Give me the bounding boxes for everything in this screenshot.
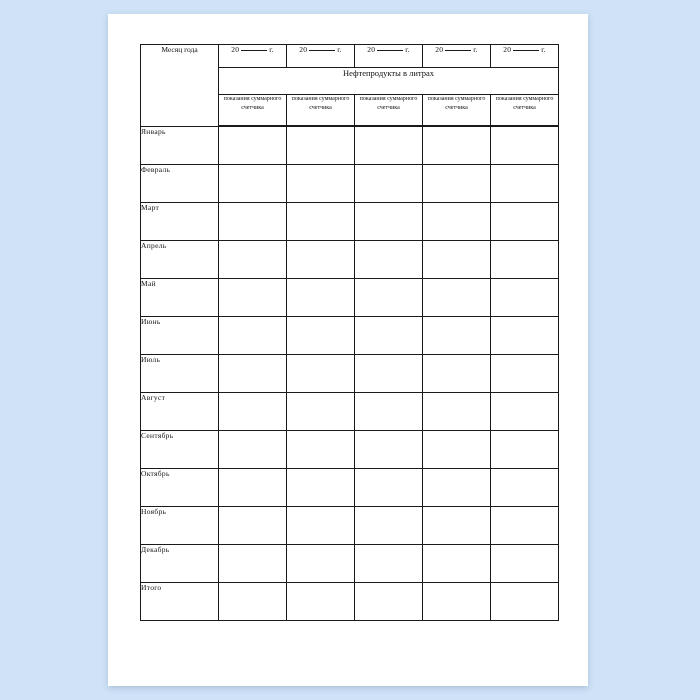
total-cell[interactable] (287, 583, 355, 621)
data-cell[interactable] (423, 279, 491, 317)
data-cell[interactable] (423, 469, 491, 507)
table-row (141, 203, 559, 241)
year-column-2[interactable] (287, 45, 355, 68)
month-label: Январь (141, 126, 219, 165)
data-cell[interactable] (287, 545, 355, 583)
year-column-4[interactable] (423, 45, 491, 68)
year-blank-line[interactable] (377, 50, 403, 51)
year-column-5[interactable] (491, 45, 559, 68)
total-cell[interactable] (355, 583, 423, 621)
data-cell[interactable] (355, 545, 423, 583)
data-cell[interactable] (219, 241, 287, 279)
year-prefix: 20 (435, 45, 444, 54)
data-cell[interactable] (491, 165, 559, 203)
data-cell[interactable] (423, 165, 491, 203)
data-cell[interactable] (355, 165, 423, 203)
data-cell[interactable] (287, 507, 355, 545)
table-row (141, 165, 559, 203)
month-label: Август (141, 393, 219, 431)
data-cell[interactable] (355, 355, 423, 393)
group-header: Нефтепродукты в литрах (219, 68, 559, 95)
year-header-row (141, 45, 559, 68)
data-cell[interactable] (423, 203, 491, 241)
subheader-3: показания суммарного счетчика (355, 95, 423, 127)
data-cell[interactable] (219, 126, 287, 165)
data-cell[interactable] (287, 126, 355, 165)
table-row (141, 545, 559, 583)
data-cell[interactable] (491, 431, 559, 469)
subheader-5: показания суммарного счетчика (491, 95, 559, 127)
data-cell[interactable] (491, 126, 559, 165)
table-row (141, 279, 559, 317)
year-blank-line[interactable] (309, 50, 335, 51)
data-cell[interactable] (491, 545, 559, 583)
subheader-2: показания суммарного счетчика (287, 95, 355, 127)
data-cell[interactable] (491, 241, 559, 279)
month-label: Сентябрь (141, 431, 219, 469)
data-cell[interactable] (287, 165, 355, 203)
data-cell[interactable] (491, 203, 559, 241)
table-row (141, 393, 559, 431)
table-row (141, 469, 559, 507)
data-cell[interactable] (219, 545, 287, 583)
year-prefix: 20 (503, 45, 512, 54)
total-cell[interactable] (219, 583, 287, 621)
data-cell[interactable] (219, 279, 287, 317)
data-cell[interactable] (355, 431, 423, 469)
document-page (108, 14, 588, 686)
table-row (141, 431, 559, 469)
data-cell[interactable] (491, 469, 559, 507)
data-cell[interactable] (287, 355, 355, 393)
month-label: Апрель (141, 241, 219, 279)
data-cell[interactable] (287, 241, 355, 279)
total-label: Итого (141, 583, 219, 621)
month-label: Март (141, 203, 219, 241)
data-cell[interactable] (423, 126, 491, 165)
data-cell[interactable] (423, 317, 491, 355)
month-label: Май (141, 279, 219, 317)
data-cell[interactable] (219, 355, 287, 393)
data-cell[interactable] (219, 203, 287, 241)
data-cell[interactable] (355, 241, 423, 279)
table-row (141, 241, 559, 279)
form-sheet (108, 14, 588, 686)
row-header-label: Месяц года (141, 45, 219, 127)
data-cell[interactable] (355, 317, 423, 355)
month-label: Июнь (141, 317, 219, 355)
total-cell[interactable] (491, 583, 559, 621)
data-cell[interactable] (423, 393, 491, 431)
year-suffix: г. (473, 45, 478, 54)
data-cell[interactable] (287, 469, 355, 507)
data-cell[interactable] (287, 431, 355, 469)
data-cell[interactable] (491, 355, 559, 393)
data-cell[interactable] (423, 241, 491, 279)
data-cell[interactable] (355, 203, 423, 241)
year-column-3[interactable] (355, 45, 423, 68)
table-row (141, 126, 559, 165)
subheader-4: показания суммарного счетчика (423, 95, 491, 127)
month-label: Декабрь (141, 545, 219, 583)
table-row (141, 355, 559, 393)
table-row (141, 317, 559, 355)
data-cell[interactable] (491, 393, 559, 431)
year-suffix: г. (541, 45, 546, 54)
data-cell[interactable] (491, 279, 559, 317)
data-cell[interactable] (219, 431, 287, 469)
year-suffix: г. (269, 45, 274, 54)
month-label: Ноябрь (141, 507, 219, 545)
year-blank-line[interactable] (445, 50, 471, 51)
data-cell[interactable] (219, 165, 287, 203)
data-cell[interactable] (287, 203, 355, 241)
year-prefix: 20 (231, 45, 240, 54)
month-label: Октябрь (141, 469, 219, 507)
year-prefix: 20 (367, 45, 376, 54)
data-cell[interactable] (423, 545, 491, 583)
total-row (141, 583, 559, 621)
year-column-1[interactable] (219, 45, 287, 68)
year-suffix: г. (337, 45, 342, 54)
data-cell[interactable] (423, 431, 491, 469)
data-cell[interactable] (355, 393, 423, 431)
data-cell[interactable] (491, 507, 559, 545)
data-cell[interactable] (219, 469, 287, 507)
fuel-register-table (140, 44, 559, 621)
data-cell[interactable] (355, 126, 423, 165)
data-cell[interactable] (423, 355, 491, 393)
data-cell[interactable] (287, 393, 355, 431)
data-cell[interactable] (287, 317, 355, 355)
data-cell[interactable] (355, 279, 423, 317)
table-row (141, 507, 559, 545)
data-cell[interactable] (355, 469, 423, 507)
year-blank-line[interactable] (513, 50, 539, 51)
data-cell[interactable] (219, 507, 287, 545)
data-cell[interactable] (355, 507, 423, 545)
year-blank-line[interactable] (241, 50, 267, 51)
data-cell[interactable] (287, 279, 355, 317)
year-prefix: 20 (299, 45, 308, 54)
total-cell[interactable] (423, 583, 491, 621)
month-label: Февраль (141, 165, 219, 203)
month-label: Июль (141, 355, 219, 393)
data-cell[interactable] (219, 393, 287, 431)
data-cell[interactable] (491, 317, 559, 355)
subheader-1: показания суммарного счетчика (219, 95, 287, 127)
data-cell[interactable] (219, 317, 287, 355)
data-cell[interactable] (423, 507, 491, 545)
year-suffix: г. (405, 45, 410, 54)
